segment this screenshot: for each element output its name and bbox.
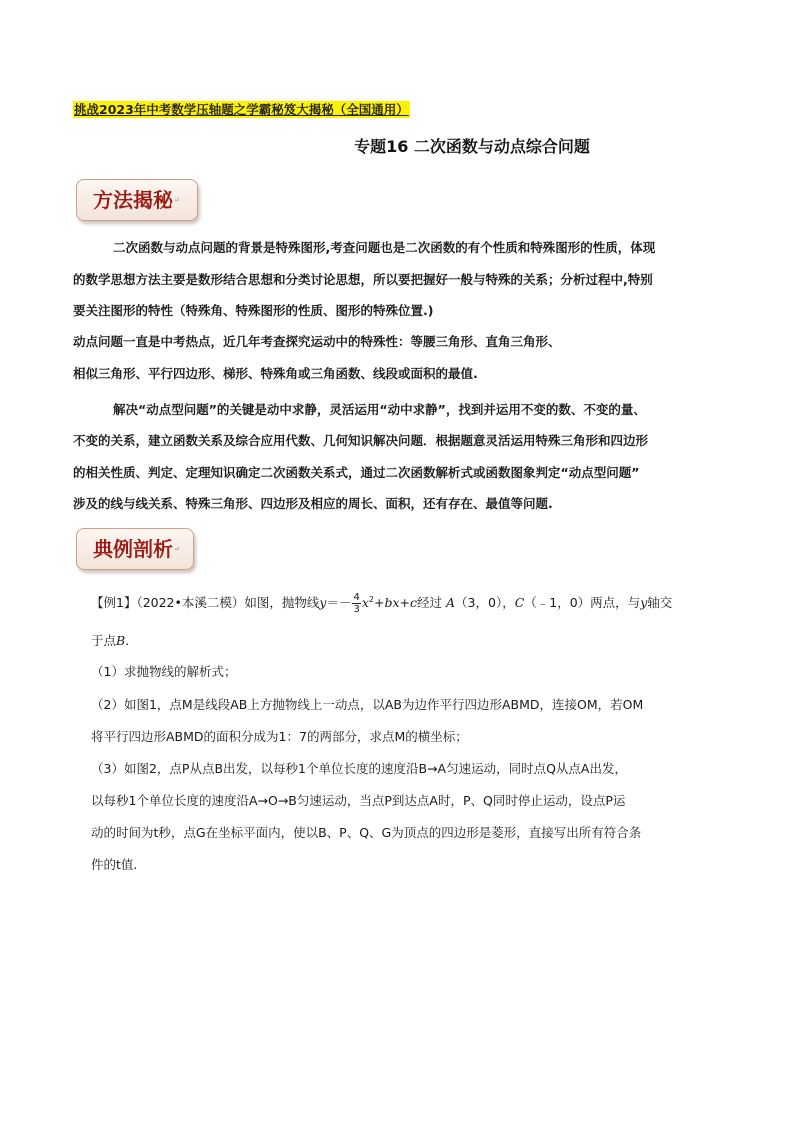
method-line-2: 的数学思想方法主要是数形结合思想和分类讨论思想，所以要把握好一般与特殊的关系；分析过程中,特别	[73, 272, 653, 287]
coord-c: （﹣1，0）两点，与	[524, 595, 641, 611]
return-mark-icon: ↵	[174, 196, 180, 204]
example-text: 经过	[417, 595, 443, 611]
question-3-line-2: 以每秒1个单位长度的速度沿A→O→B匀速运动，当点P到达点A时，P、Q同时停止运动，设点P运	[91, 793, 626, 808]
method-line-4: 动点问题一直是中考热点，近几年考查探究运动中的特殊性：等腰三角形、直角三角形、	[73, 334, 561, 349]
question-2-line-2: 将平行四边形ABMD的面积分成为1：7的两部分，求点M的横坐标；	[91, 729, 468, 744]
method-line-8: 的相关性质、判定、定理知识确定二次函数关系式，通过二次函数解析式或函数图象判定“动点型问题”	[73, 465, 640, 480]
point-a: A	[446, 595, 456, 611]
example-text: 如图，抛物线	[244, 595, 320, 611]
method-line-6: 解决“动点型问题”的关键是动中求静，灵活运用“动中求静”，找到并运用不变的数、不变的量、	[113, 402, 646, 417]
method-line-1: 二次函数与动点问题的背景是特殊图形,考查问题也是二次函数的有个性质和特殊图形的性质，体现	[113, 240, 656, 255]
example-text: .	[125, 633, 130, 648]
page-title: 专题16 二次函数与动点综合问题	[354, 137, 590, 156]
question-1: （1）求抛物线的解析式；	[91, 664, 237, 679]
math-terms: +bx+c	[374, 595, 418, 611]
fraction	[352, 592, 360, 615]
point-b: B	[116, 633, 126, 648]
question-2-line-1: （2）如图1，点M是线段AB上方抛物线上一动点，以AB为边作平行四边形ABMD，连接OM，若OM	[91, 697, 644, 712]
math-var-y: y	[640, 595, 648, 611]
example-line-1	[91, 592, 741, 615]
method-line-5: 相似三角形、平行四边形、梯形、特殊角或三角函数、线段或面积的最值.	[73, 366, 478, 381]
section-heading-method-label: 方法揭秘	[93, 188, 173, 212]
fraction-numerator: 4	[353, 592, 360, 604]
method-line-7: 不变的关系，建立函数关系及综合应用代数、几何知识解决问题．根据题意灵活运用特殊三角形和四边形	[73, 433, 649, 448]
return-mark-icon: ↵	[174, 545, 180, 553]
question-3-line-4: 件的t值.	[91, 857, 138, 872]
coord-a: （3，0），	[455, 595, 515, 611]
method-line-9: 涉及的线与线关系、特殊三角形、四边形及相应的周长、面积，还有存在、最值等问题.	[73, 496, 553, 511]
method-line-3: 要关注图形的特性（特殊角、特殊图形的性质、图形的特殊位置.)	[73, 303, 434, 318]
math-exponent: 2	[368, 595, 375, 604]
point-c: C	[514, 595, 525, 611]
section-heading-method	[76, 179, 198, 221]
example-text: 于点	[91, 633, 117, 648]
section-heading-example-label: 典例剖析	[93, 537, 173, 561]
example-line-2	[91, 633, 741, 649]
example-label: 【例1】	[91, 595, 137, 611]
fraction-denominator: 3	[353, 604, 360, 616]
math-eq: ＝－	[326, 595, 352, 611]
series-banner: 挑战2023年中考数学压轴题之学霸秘笈大揭秘（全国通用）	[74, 102, 409, 117]
math-var-x: x	[361, 595, 369, 611]
question-3-line-1: （3）如图2，点P从点B出发，以每秒1个单位长度的速度沿B→A匀速运动，同时点Q从点A出发，	[91, 761, 627, 776]
example-text: 轴交	[647, 595, 673, 611]
section-heading-example	[76, 528, 194, 570]
example-source: （2022•本溪二模）	[136, 595, 245, 611]
math-var-y: y	[319, 595, 327, 611]
question-3-line-3: 动的时间为t秒，点G在坐标平面内，使以B、P、Q、G为顶点的四边形是菱形，直接写出所有符合条	[91, 825, 642, 840]
